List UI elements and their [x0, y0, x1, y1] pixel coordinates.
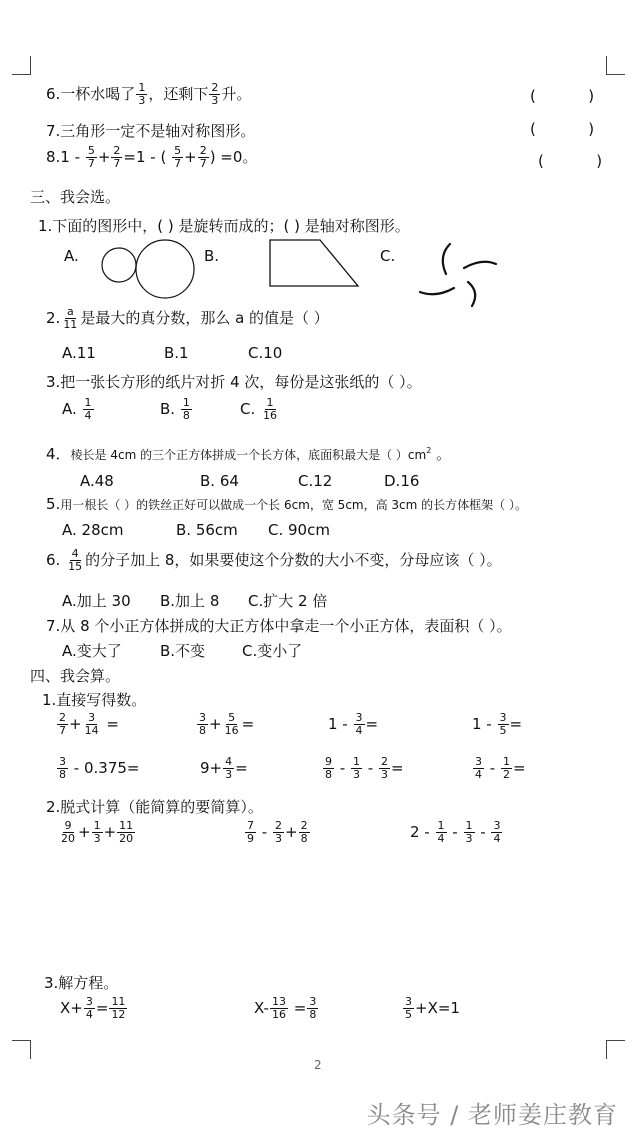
choice-1: 1.下面的图形中，( ) 是旋转而成的；( ) 是轴对称图形。 [38, 217, 410, 235]
fraction: $\frac{2}{7}$ [199, 144, 207, 170]
calc-2-title: 2.脱式计算（能简算的要简算）。 [46, 798, 263, 816]
choice-7-option-b[interactable]: B.不变 [160, 642, 206, 660]
choice-7: 7.从 8 个小正方体拼成的大正方体中拿走一个小正方体，表面积（ ）。 [46, 617, 512, 635]
watermark: 头条号 / 老师姜庄教育 [366, 1101, 618, 1129]
choice-5: 5.用一根长（ ）的铁丝正好可以做成一个长 6cm，宽 5cm，高 3cm 的长方体框架（ ）。 [46, 495, 527, 513]
choice-4-option-c[interactable]: C.12 [298, 472, 333, 490]
choice-7-option-a[interactable]: A.变大了 [62, 642, 122, 660]
crop-mark-top-right [606, 56, 625, 75]
choice-4-option-d[interactable]: D.16 [384, 472, 420, 490]
section-4-title: 四、我会算。 [30, 667, 121, 685]
option-a-label: A. [64, 247, 79, 265]
calc-1-expr-6: 9+ $\frac{4}{3}$ = [200, 755, 248, 781]
choice-3-option-a[interactable]: A. $\frac{1}{4}$ [62, 396, 92, 422]
fraction: $\frac{5}{7}$ [174, 144, 182, 170]
choice-3-option-c[interactable]: C. $\frac{1}{16}$ [240, 396, 278, 422]
calc-1-expr-4: 1 - $\frac{3}{5}$ = [472, 711, 523, 737]
choice-2-option-b[interactable]: B.1 [164, 344, 189, 362]
option-b-label: B. [204, 247, 220, 265]
choice-4-option-a[interactable]: A.48 [80, 472, 114, 490]
crop-mark-bottom-left [12, 1040, 31, 1059]
option-c-label: C. [380, 247, 396, 265]
trapezoid-figure [264, 236, 364, 290]
equation-2: X- $\frac{13}{16}$ = $\frac{3}{8}$ [254, 995, 317, 1021]
fraction: $\frac{a}{11}$ [63, 305, 78, 331]
choice-2: 2. $\frac{a}{11}$ 是最大的真分数，那么 a 的值是（ ） [46, 305, 329, 331]
fraction: $\frac{5}{7}$ [87, 144, 95, 170]
equation-1: X+ $\frac{3}{4}$ = $\frac{11}{12}$ [60, 995, 126, 1021]
calc-1-expr-3: 1 - $\frac{3}{4}$ = [328, 711, 379, 737]
choice-6-option-a[interactable]: A.加上 30 [62, 592, 131, 610]
answer-blank[interactable]: ( ) [538, 152, 603, 170]
fraction: $\frac{2}{3}$ [211, 81, 219, 107]
crop-mark-bottom-right [606, 1040, 625, 1059]
fraction: $\frac{2}{7}$ [113, 144, 121, 170]
choice-4: 4．棱长是 4cm 的三个正方体拼成一个长方体，底面积最大是（ ）$cm^2$ 。 [46, 445, 452, 463]
question-6: 6.一杯水喝了 $\frac{1}{3}$ ，还剩下 $\frac{2}{3}$ 升。 [46, 81, 252, 107]
choice-3: 3.把一张长方形的纸片对折 4 次，每份是这张纸的（ ）。 [46, 373, 422, 391]
calc-1-expr-5: $\frac{3}{8}$ - 0.375= [59, 755, 140, 781]
page-number: 2 [314, 1058, 322, 1072]
choice-5-option-a[interactable]: A. 28cm [62, 521, 124, 539]
equation-3: $\frac{3}{5}$ +X=1 [405, 995, 460, 1021]
choice-4-option-b[interactable]: B. 64 [200, 472, 239, 490]
calc-3-title: 3.解方程。 [44, 974, 119, 992]
pinwheel-figure [416, 238, 500, 308]
calc-1-expr-1: $\frac{2}{7}$ + $\frac{3}{14}$ = [59, 711, 119, 737]
crop-mark-top-left [12, 56, 31, 75]
calc-2-expr-2: $\frac{7}{9}$ - $\frac{2}{3}$ + $\frac{2}{8}$ [247, 819, 308, 845]
choice-3-option-b[interactable]: B. $\frac{1}{8}$ [160, 396, 190, 422]
two-circles-figure [100, 238, 200, 302]
question-8: 8.1 - $\frac{5}{7}$ + $\frac{2}{7}$ =1 - ( $\frac{5}{7}$ + $\frac{2}{7}$ ) =0。 [46, 144, 258, 170]
choice-6-option-c[interactable]: C.扩大 2 倍 [248, 592, 328, 610]
fraction: $\frac{1}{3}$ [138, 81, 146, 107]
choice-6: 6. $\frac{4}{15}$ 的分子加上 8，如果要使这个分数的大小不变，分母应该（ ）。 [46, 547, 502, 573]
answer-blank[interactable]: ( ) [530, 87, 595, 105]
calc-1-expr-2: $\frac{3}{8}$ + $\frac{5}{16}$ = [199, 711, 255, 737]
calc-1-expr-8: $\frac{3}{4}$ - $\frac{1}{2}$ = [475, 755, 526, 781]
choice-2-option-c[interactable]: C.10 [248, 344, 283, 362]
calc-1-expr-7: $\frac{9}{8}$ - $\frac{1}{3}$ - $\frac{2}{3}$ = [325, 755, 404, 781]
fraction: $\frac{4}{15}$ [68, 547, 83, 573]
answer-blank[interactable]: ( ) [530, 120, 595, 138]
calc-1-title: 1.直接写得数。 [42, 691, 147, 709]
choice-5-option-c[interactable]: C. 90cm [268, 521, 330, 539]
calc-2-expr-3: 2 - $\frac{1}{4}$ - $\frac{1}{3}$ - $\frac{3}{4}$ [410, 819, 501, 845]
section-3-title: 三、我会选。 [30, 188, 121, 206]
choice-7-option-c[interactable]: C.变小了 [242, 642, 303, 660]
question-7: 7.三角形一定不是轴对称图形。 [46, 122, 256, 140]
choice-2-option-a[interactable]: A.11 [62, 344, 96, 362]
choice-5-option-b[interactable]: B. 56cm [176, 521, 238, 539]
calc-2-expr-1: $\frac{9}{20}$ + $\frac{1}{3}$ + $\frac{11}{20}$ [61, 819, 134, 845]
choice-6-option-b[interactable]: B.加上 8 [160, 592, 220, 610]
